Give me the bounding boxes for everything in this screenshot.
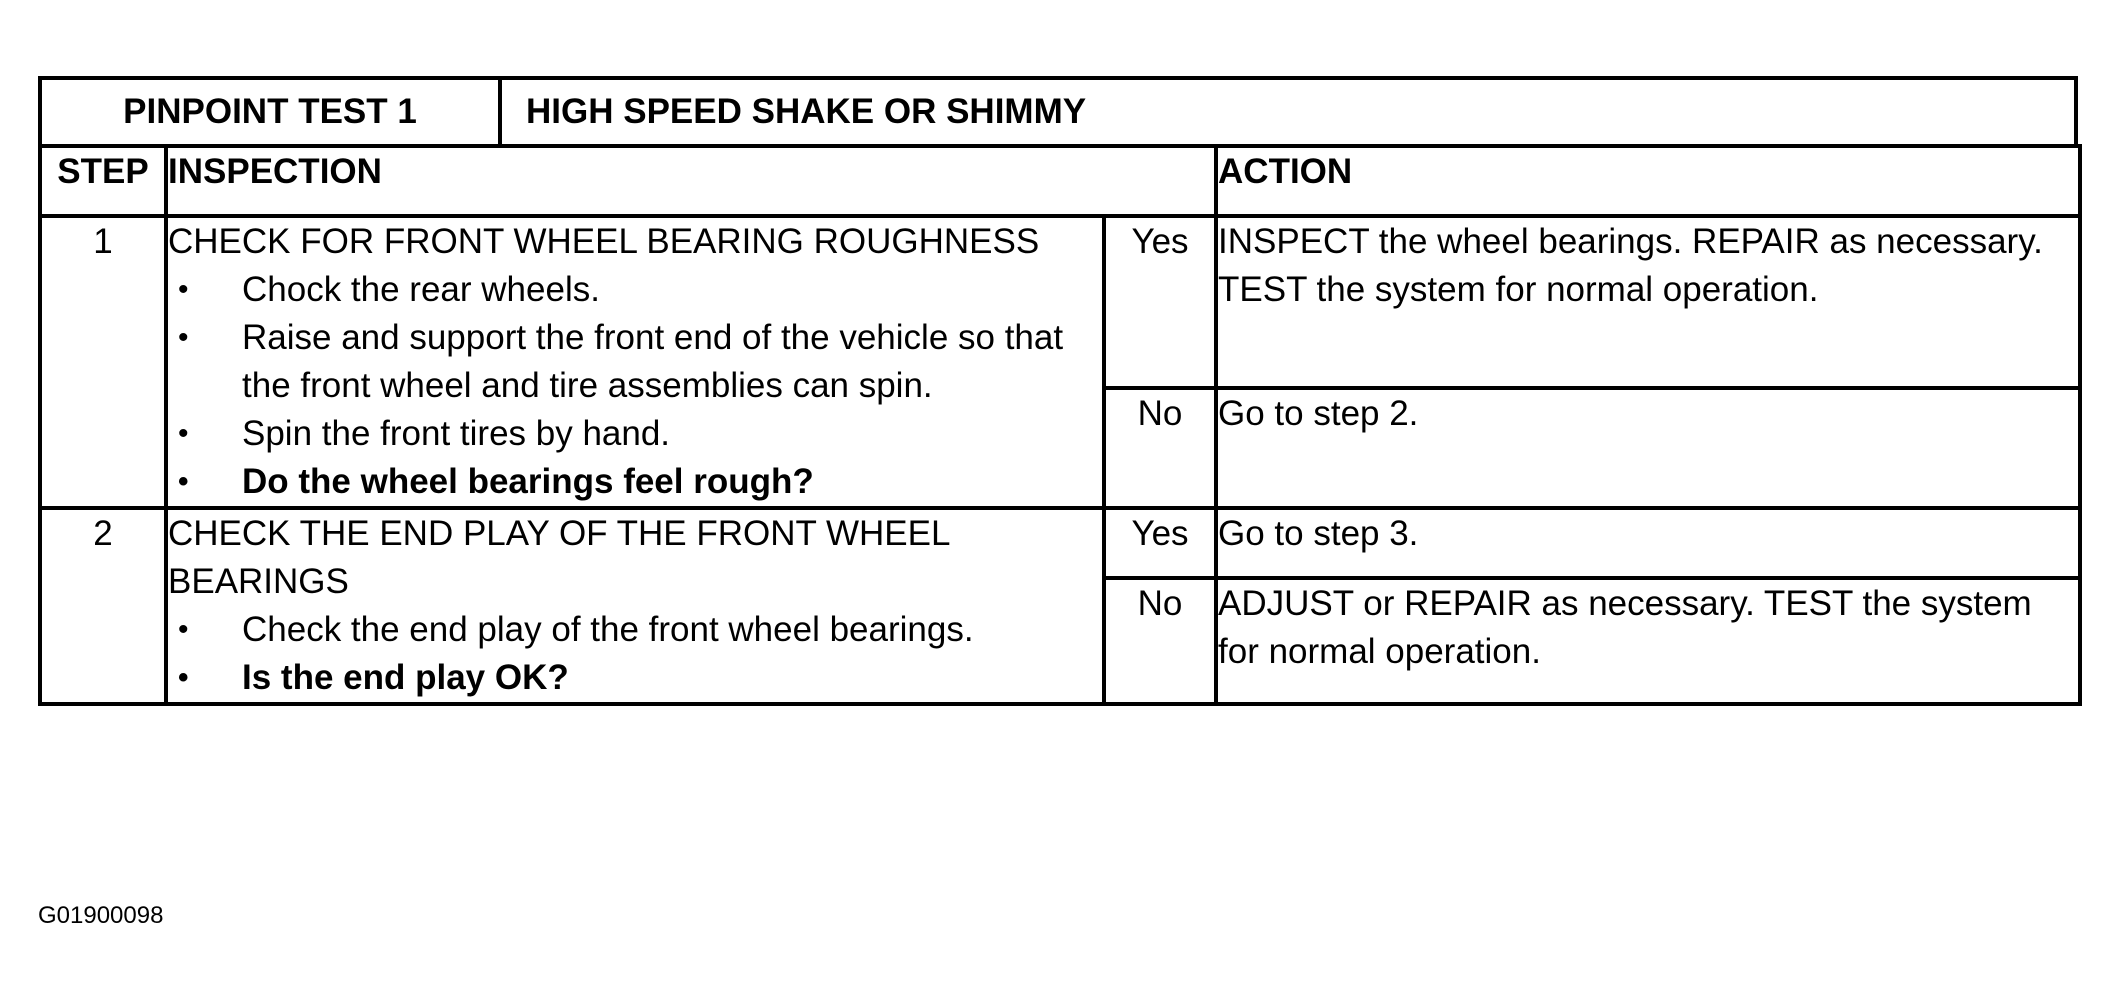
step-number: 1 <box>40 216 166 508</box>
table-row <box>40 216 2080 388</box>
yes-label: Yes <box>1104 216 1216 388</box>
inspection-list <box>168 266 1102 506</box>
list-item: • Spin the front tires by hand. <box>168 410 1102 458</box>
figure-id: G01900098 <box>38 902 164 929</box>
bullet-icon: • <box>178 321 189 354</box>
inspection-title: CHECK THE END PLAY OF THE FRONT WHEEL BEARINGS <box>168 514 950 601</box>
bullet-icon: • <box>178 273 189 306</box>
inspection-question: • Do the wheel bearings feel rough? <box>168 458 1102 506</box>
title-bar <box>38 76 2078 144</box>
inspection-cell <box>166 508 1104 704</box>
inspection-cell <box>166 216 1104 508</box>
inspection-list <box>168 606 1102 702</box>
bullet-icon: • <box>178 417 189 450</box>
no-label: No <box>1104 388 1216 508</box>
bullet-icon: • <box>178 465 189 498</box>
step-column-header: STEP <box>40 146 166 216</box>
no-label: No <box>1104 578 1216 704</box>
table-row <box>40 508 2080 578</box>
bullet-icon: • <box>178 613 189 646</box>
list-item: • Chock the rear wheels. <box>168 266 1102 314</box>
test-code: PINPOINT TEST 1 <box>42 80 502 144</box>
column-header-row <box>40 146 2080 216</box>
inspection-column-header: INSPECTION <box>166 146 1216 216</box>
yes-action: Go to step 3. <box>1216 508 2080 578</box>
action-column-header: ACTION <box>1216 146 2080 216</box>
yes-label: Yes <box>1104 508 1216 578</box>
no-action: Go to step 2. <box>1216 388 2080 508</box>
inspection-question: • Is the end play OK? <box>168 654 1102 702</box>
yes-action: INSPECT the wheel bearings. REPAIR as necessary. TEST the system for normal operation. <box>1216 216 2080 388</box>
inspection-table <box>38 144 2082 706</box>
list-item: • Check the end play of the front wheel bearings. <box>168 606 1102 654</box>
pinpoint-test-sheet <box>38 76 2078 706</box>
no-action: ADJUST or REPAIR as necessary. TEST the system for normal operation. <box>1216 578 2080 704</box>
step-number: 2 <box>40 508 166 704</box>
test-title: HIGH SPEED SHAKE OR SHIMMY <box>526 92 1087 131</box>
bullet-icon: • <box>178 661 189 694</box>
list-item: • Raise and support the front end of the vehicle so that the front wheel and tire assemblies can spin. <box>168 314 1102 410</box>
inspection-title: CHECK FOR FRONT WHEEL BEARING ROUGHNESS <box>168 222 1040 261</box>
